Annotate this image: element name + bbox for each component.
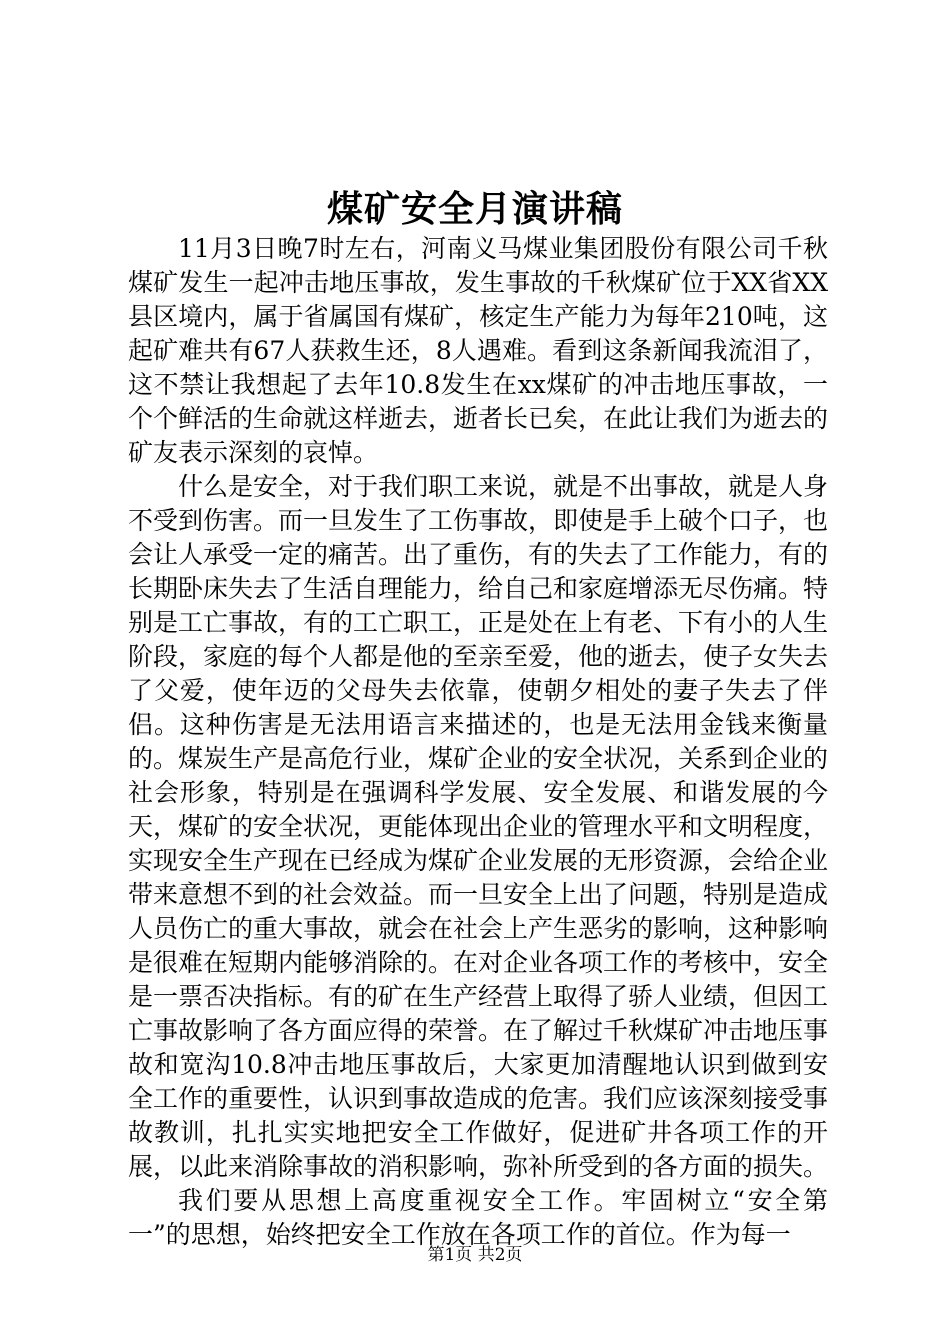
page-number-footer: 第1页 共2页 [427, 1245, 523, 1265]
paragraph-1: 11月3日晚7时左右，河南义马煤业集团股份有限公司千秋煤矿发生一起冲击地压事故，发生事故的千秋煤矿位于XX省XX县区境内，属于省属国有煤矿，核定生产能力为每年210吨，这起矿难共有67人获救生还，8人遇难。看到这条新闻我流泪了，这不禁让我想起了去年10.8发生在xx煤矿的冲击地压事故，一个个鲜活的生命就这样逝去，逝者长已矣，在此让我们为逝去的矿友表示深刻的哀悼。 [128, 234, 829, 467]
document-body [128, 232, 828, 1252]
document-title: 煤矿安全月演讲稿 [326, 188, 623, 230]
paragraph-3: 我们要从思想上高度重视安全工作。牢固树立“安全第一”的思想，始终把安全工作放在各项工作的首位。作为每一 [128, 1186, 828, 1249]
paragraph-2: 什么是安全，对于我们职工来说，就是不出事故，就是人身不受到伤害。而一旦发生了工伤事故，即使是手上破个口子，也会让人承受一定的痛苦。出了重伤，有的失去了工作能力，有的长期卧床失去了生活自理能力，给自己和家庭增添无尽伤痛。特别是工亡事故，有的工亡职工，正是处在上有老、下有小的人生阶段，家庭的每个人都是他的至亲至爱，他的逝去，使子女失去了父爱，使年迈的父母失去依靠，使朝夕相处的妻子失去了伴侣。这种伤害是无法用语言来描述的，也是无法用金钱来衡量的。煤炭生产是高危行业，煤矿企业的安全状况，关系到企业的社会形象，特别是在强调科学发展、安全发展、和谐发展的今天，煤矿的安全状况，更能体现出企业的管理水平和文明程度，实现安全生产现在已经成为煤矿企业发展的无形资源，会给企业带来意想不到的社会效益。而一旦安全上出了问题，特别是造成人员伤亡的重大事故，就会在社会上产生恶劣的影响，这种影响是很难在短期内能够消除的。在对企业各项工作的考核中，安全是一票否决指标。有的矿在生产经营上取得了骄人业绩，但因工亡事故影响了各方面应得的荣誉。在了解过千秋煤矿冲击地压事故和宽沟10.8冲击地压事故后，大家更加清醒地认识到做到安全工作的重要性，认识到事故造成的危害。我们应该深刻接受事故教训，扎扎实实地把安全工作做好，促进矿井各项工作的开展，以此来消除事故的消积影响，弥补所受到的各方面的损失。 [128, 472, 829, 1181]
